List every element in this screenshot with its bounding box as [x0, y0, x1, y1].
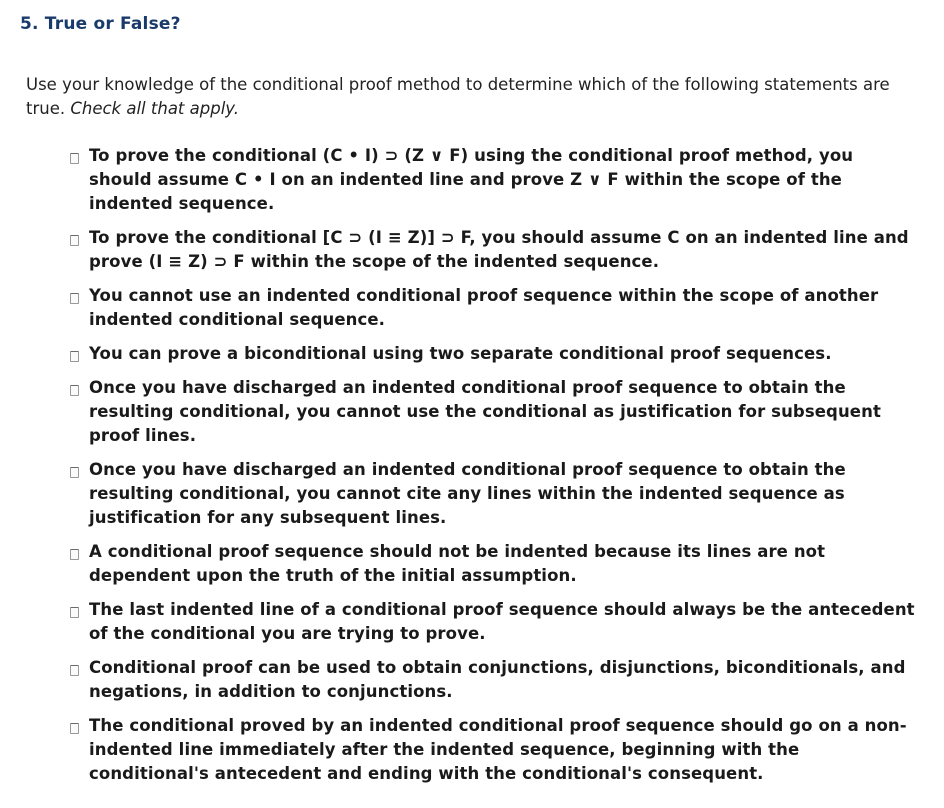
instruction-text: Use your knowledge of the conditional proof method to determine which of the following statements are true.: [26, 75, 890, 118]
options-list: [70, 144, 920, 796]
option-label: To prove the conditional (C • I) ⊃ (Z ∨ F) using the conditional proof method, you should assume C • I on an indented line and prove Z ∨ F within the scope of the indented sequence.: [89, 146, 854, 213]
checkbox[interactable]: [70, 385, 79, 396]
option-item[interactable]: [70, 598, 920, 646]
option-item[interactable]: [70, 656, 920, 704]
option-item[interactable]: [70, 458, 920, 530]
checkbox[interactable]: [70, 351, 79, 362]
option-item[interactable]: [70, 144, 920, 216]
question-title: 5. True or False?: [20, 14, 181, 34]
checkbox[interactable]: [70, 607, 79, 618]
instructions: [26, 73, 916, 121]
option-label: Conditional proof can be used to obtain conjunctions, disjunctions, biconditionals, and negations, in addition to conjunctions.: [89, 658, 906, 701]
checkbox[interactable]: [70, 549, 79, 560]
checkbox[interactable]: [70, 153, 79, 164]
option-label: You cannot use an indented conditional proof sequence within the scope of another indented conditional sequence.: [89, 286, 879, 329]
option-item[interactable]: [70, 540, 920, 588]
option-item[interactable]: [70, 226, 920, 274]
option-item[interactable]: [70, 342, 920, 366]
option-label: Once you have discharged an indented conditional proof sequence to obtain the resulting conditional, you cannot cite any lines within the indented sequence as justification for any subsequent lines.: [89, 460, 846, 527]
checkbox[interactable]: [70, 467, 79, 478]
option-label: You can prove a biconditional using two separate conditional proof sequences.: [89, 344, 832, 363]
checkbox[interactable]: [70, 235, 79, 246]
option-item[interactable]: [70, 376, 920, 448]
instruction-emphasis: Check all that apply.: [70, 99, 240, 118]
option-label: The conditional proved by an indented conditional proof sequence should go on a non-indented line immediately after the indented sequence, beginning with the conditional's antecedent and ending with the conditional's consequent.: [89, 716, 907, 783]
option-label: Once you have discharged an indented conditional proof sequence to obtain the resulting conditional, you cannot use the conditional as justification for subsequent proof lines.: [89, 378, 881, 445]
option-label: The last indented line of a conditional proof sequence should always be the antecedent of the conditional you are trying to prove.: [89, 600, 915, 643]
option-item[interactable]: [70, 714, 920, 786]
checkbox[interactable]: [70, 665, 79, 676]
option-label: To prove the conditional [C ⊃ (I ≡ Z)] ⊃ F, you should assume C on an indented line and prove (I ≡ Z) ⊃ F within the scope of the indented sequence.: [89, 228, 909, 271]
option-item[interactable]: [70, 284, 920, 332]
option-label: A conditional proof sequence should not be indented because its lines are not dependent upon the truth of the initial assumption.: [89, 542, 826, 585]
checkbox[interactable]: [70, 293, 79, 304]
checkbox[interactable]: [70, 723, 79, 734]
